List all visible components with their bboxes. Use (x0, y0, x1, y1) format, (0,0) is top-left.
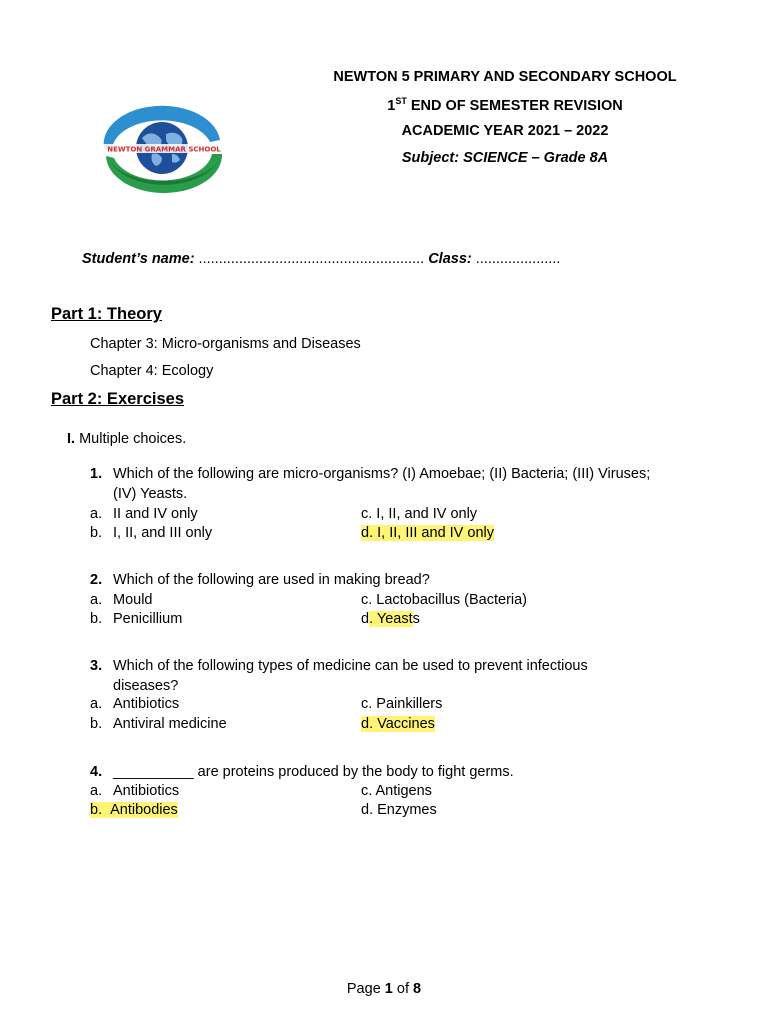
option-letter: b. (90, 802, 103, 818)
question-number: 3. (90, 658, 103, 674)
student-info-line (82, 251, 560, 267)
section-label: Multiple choices. (75, 431, 187, 447)
answer-highlight: d. Vaccines (361, 716, 435, 732)
class-field: ..................... (471, 251, 561, 267)
option-letter: a. (90, 592, 103, 608)
option-b: Penicillium (113, 611, 183, 627)
part2-title: Part 2: Exercises (51, 390, 185, 408)
page-prefix: Page (346, 981, 385, 997)
question-number: 1. (90, 466, 103, 482)
option-b-answer (90, 802, 178, 818)
academic-year: ACADEMIC YEAR 2021 – 2022 (401, 123, 609, 139)
question-text: Which of the following are micro-organisms? (I) Amoebae; (II) Bacteria; (III) Viruses; (113, 466, 651, 482)
option-d-prefix: d (361, 611, 370, 627)
answer-highlight: d. I, II, III and IV only (361, 525, 494, 541)
page-total: 8 (413, 981, 422, 997)
option-letter: b. (90, 525, 103, 541)
student-name-field: ........................................................ (194, 251, 425, 267)
option-letter: a. (90, 696, 103, 712)
subject-line: Subject: SCIENCE – Grade 8A (401, 150, 609, 166)
option-d: d. Enzymes (361, 802, 437, 818)
page-of: of (392, 981, 414, 997)
option-b: I, II, and III only (113, 525, 213, 541)
school-name: NEWTON 5 PRIMARY AND SECONDARY SCHOOL (333, 69, 677, 85)
revision-title (0, 96, 768, 114)
option-d-answer (361, 525, 494, 541)
option-letter: a. (90, 783, 103, 799)
page-number (0, 981, 768, 997)
option-a: Antibiotics (113, 783, 180, 799)
option-c: c. I, II, and IV only (361, 506, 478, 522)
class-label: Class: (428, 251, 472, 267)
question-text: Which of the following are used in making bread? (113, 572, 430, 588)
option-c: c. Painkillers (361, 696, 443, 712)
option-letter: b. (90, 611, 103, 627)
option-a: Antibiotics (113, 696, 180, 712)
option-d-suffix: s (412, 611, 420, 627)
option-d-answer (361, 611, 420, 627)
revision-number: 1 (387, 98, 396, 114)
question-number: 4. (90, 764, 103, 780)
section-heading (67, 431, 186, 447)
question-text: (IV) Yeasts. (113, 486, 188, 502)
option-d-answer (361, 716, 435, 732)
option-letter: a. (90, 506, 103, 522)
question-text: Which of the following types of medicine can be used to prevent infectious (113, 658, 588, 674)
option-c: c. Antigens (361, 783, 432, 799)
section-number: I. (67, 431, 76, 447)
page-current: 1 (384, 981, 393, 997)
option-letter: b. (90, 716, 103, 732)
revision-ordinal: ST (395, 96, 407, 106)
answer-highlight: . Yeast (369, 611, 413, 627)
question-text: diseases? (113, 678, 179, 694)
option-a: Mould (113, 592, 153, 608)
student-name-label: Student’s name: (82, 251, 195, 267)
part1-title: Part 1: Theory (51, 305, 162, 323)
chapter-item: Chapter 3: Micro-organisms and Diseases (90, 336, 361, 352)
question-number: 2. (90, 572, 103, 588)
revision-rest: END OF SEMESTER REVISION (406, 98, 623, 114)
question-text: __________ are proteins produced by the body to fight germs. (113, 764, 514, 780)
school-logo (100, 104, 228, 194)
answer-highlight (90, 802, 178, 818)
option-b: Antiviral medicine (113, 716, 227, 732)
option-a: II and IV only (113, 506, 198, 522)
logo-text: NEWTON GRAMMAR SCHOOL (107, 145, 221, 154)
option-c: c. Lactobacillus (Bacteria) (361, 592, 528, 608)
option-b: Antibodies (110, 802, 178, 818)
chapter-item: Chapter 4: Ecology (90, 363, 214, 379)
